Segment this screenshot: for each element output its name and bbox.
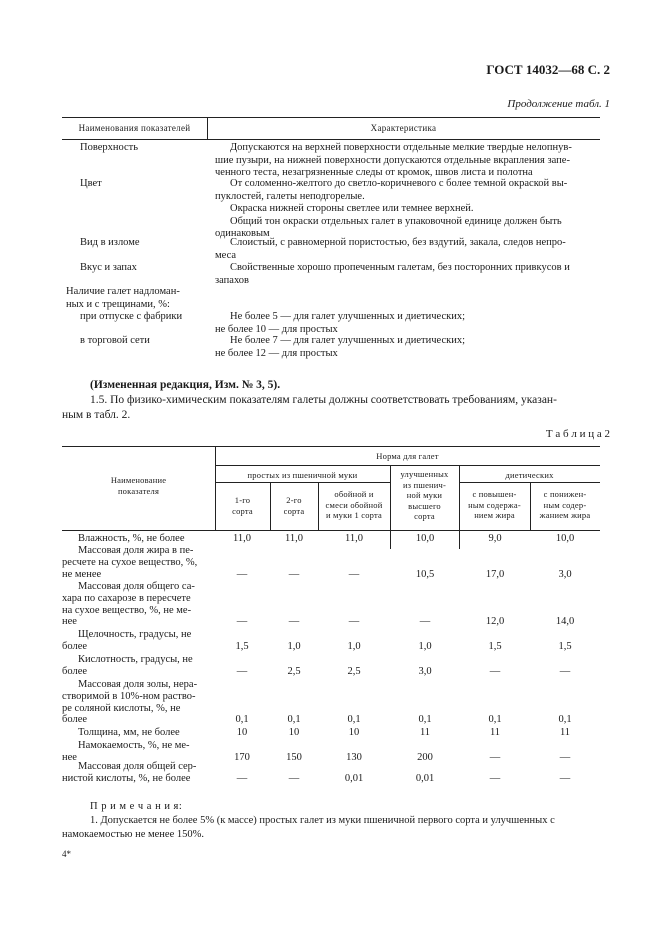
table-1-row-name: ных и с трещинами, %: [66,298,170,310]
table-2-cell: — [288,772,300,784]
table-2-row-name: Массовая доля жира в пе- [78,545,194,556]
table-2-cell: — [489,751,501,763]
table-2-row-name: ре соляной кислоты, %, не [62,702,181,714]
notes-title: П р и м е ч а н и я: [90,801,183,812]
table-2-row-name: нее [62,751,77,763]
table-2-cell: — [236,772,248,784]
table-1-row-name: Поверхность [80,142,139,153]
table-2-cell: 0,01 [344,772,364,784]
table-1-row-description: Слоистый, с равномерной пористостью, без вздутий, закала, следов непро- [230,237,566,248]
table-2-header-wholemeal: обойной и смеси обойной и муки 1 сорта [325,489,383,520]
table-2-cell: 17,0 [485,568,505,580]
table-2-cell: 0,1 [287,714,301,726]
table-2-header-diet: диетических [505,470,554,480]
table-1-header-name: Наименования показателей [78,123,191,133]
table-2-cell: 14,0 [555,616,575,628]
sheet-mark: 4* [62,849,71,859]
table-2-row-name: хара по сахарозе в пересчете [62,592,191,604]
table-2-cell: 12,0 [485,616,505,628]
table-2-header-high-fat: с повышен- ным содержа- нием жира [468,489,521,520]
table-2-row-name: Щелочность, градусы, не [78,629,192,640]
table-2-cell: 0,1 [558,714,572,726]
table-2-cell: — [489,772,501,784]
table-1-row-description: запахов [215,274,250,286]
table-2-cell: 150 [286,751,302,763]
table-2-cell: 11 [489,727,501,738]
table-2-row-name: более [62,640,88,652]
table-1-row-description: От соломенно-желтого до светло-коричневого с более темной окраской вы- [230,178,568,189]
table-1-row-description: Не более 5 — для галет улучшенных и диетических; [230,311,466,322]
table-2-row-name: более [62,714,88,726]
table-2-cell: — [236,665,248,677]
table-1-row-name: Наличие галет надломан- [66,286,180,297]
table-2-header-grade-2: 2-го сорта [283,495,305,516]
table-2-row-name: Массовая доля общей сер- [78,761,197,772]
table-2-cell: 1,5 [558,640,572,652]
table-1-row-description: Свойственные хорошо пропеченным галетам, без посторонних привкусов и [230,262,570,273]
table-2-row-name: Толщина, мм, не более [78,727,180,738]
table-2-cell: 1,0 [287,640,301,652]
table-2-cell: — [559,751,571,763]
table-2-header-low-fat: с понижен- ным содер- жанием жира [539,489,591,520]
table-2-cell: 3,0 [558,568,572,580]
table-2-row-name: Кислотность, градусы, не [78,654,193,665]
note-1-line-2: намокаемостью не менее 150%. [62,829,204,840]
table-2-row-name: более [62,665,88,677]
table-1-row-description: Не более 7 — для галет улучшенных и диетических; [230,335,466,346]
table-2-cell: — [236,616,248,628]
table-2-cell: 200 [417,751,433,763]
table-2-row-name: створимой в 10%-ном раство- [62,690,196,702]
table-2-row-name: Массовая доля золы, нера- [78,679,198,690]
amendment-note: (Измененная редакция, Изм. № 3, 5). [90,379,281,391]
table-2-cell: 11,0 [285,533,303,544]
table-2-cell: — [236,568,248,580]
table-2-row-name: Массовая доля общего са- [78,581,195,592]
table-1-row-description: Окраска нижней стороны светлее или темнее верхней. [230,203,474,214]
table-2-cell: 130 [346,751,362,763]
table-2-cell: 0,1 [418,714,432,726]
table-1-header-characteristic: Характеристика [370,123,437,133]
table-1-row-description: не более 10 — для простых [215,323,338,335]
table-1-row-description: Допускаются на верхней поверхности отдельные мелкие твердые нелопнув- [230,142,572,153]
table-2-cell: 0,01 [415,772,435,784]
table-1-row-description: Общий тон окраски отдельных галет в упаковочной единице должен быть [230,215,562,227]
table-1-row-description: шие пузыри, на нижней поверхности допускаются отдельные вкрапления запе- [215,154,570,166]
table-2-cell: — [288,616,300,628]
table-2-cell: 1,0 [347,640,361,652]
table-continuation-label: Продолжение табл. 1 [507,98,610,110]
table-2-cell: 10 [288,727,300,738]
table-2-cell: 10,0 [415,533,435,544]
table-1-row-name: в торговой сети [80,335,150,346]
table-2-label: Т а б л и ц а 2 [545,428,610,440]
table-2-row-name: Намокаемость, %, не ме- [78,740,190,751]
note-1-line-1: 1. Допускается не более 5% (к массе) простых галет из муки пшеничной первого сорта и улучшенных с [90,815,555,826]
table-2-cell: 10 [236,727,248,738]
table-1-row-description: не более 12 — для простых [215,347,338,359]
table-2-cell: 1,5 [235,640,249,652]
table-2-cell: — [559,772,571,784]
table-2-cell: 11 [419,727,431,738]
page-ref: ГОСТ 14032—68 С. 2 [486,62,610,77]
table-2-row-name: нистой кислоты, %, не более [62,772,191,784]
table-2-cell: 170 [234,751,250,763]
table-2-header-grade-1: 1-го сорта [232,495,253,516]
table-2-header-simple: простых из пшеничной муки [247,470,358,480]
table-1-row-description: пуклостей, галеты неподгорелые. [215,190,365,202]
table-2-row-name: ресчете на сухое вещество, %, [62,556,198,568]
table-2-cell: 10 [348,727,360,738]
table-2-cell: 2,5 [287,665,301,677]
table-2-cell: — [348,568,360,580]
table-1-row-description: одинаковым [215,228,270,239]
table-2-cell: 1,0 [418,640,432,652]
table-2-cell: 0,1 [235,714,249,726]
table-2-cell: 11 [559,727,571,738]
table-2-header-improved: улучшенных из пшенич- ной муки высшего сорта [400,469,449,521]
table-2-cell: 9,0 [488,533,502,544]
table-1-row-name: Вид в изломе [80,237,140,248]
table-2-cell: 10,0 [555,533,575,544]
table-1-row-name: Вкус и запах [80,262,137,273]
table-1-row-name: при отпуске с фабрики [80,311,183,322]
table-2-row-name: не менее [62,568,102,580]
table-2-row-name: на сухое вещество, %, не ме- [62,604,192,616]
paragraph-1-5-line-1: 1.5. По физико-химическим показателям галеты должны соответствовать требованиям, указан- [90,394,557,406]
table-2-header-norm: Норма для галет [376,451,439,461]
table-2-cell: — [348,616,360,628]
table-2-row-name: Влажность, %, не более [78,533,185,544]
table-1-row-description: ченного теста, незагрязненные следы от кромок, швов листа и полотна [215,167,533,178]
table-2-cell: 10,5 [415,568,435,580]
table-2-cell: — [288,568,300,580]
table-2-cell: 1,5 [488,640,502,652]
table-1-row-description: меса [215,249,237,261]
table-1-row-name: Цвет [80,178,102,189]
table-2-cell: — [559,665,571,677]
table-2-cell: 11,0 [233,533,251,544]
table-2-cell: — [489,665,501,677]
table-2-header-name: Наименование показателя [110,475,167,496]
table-2-row-name: нее [62,616,77,628]
table-2-cell: 2,5 [347,665,361,677]
table-2-cell: 11,0 [345,533,363,544]
table-2-cell: — [419,616,431,628]
table-2-cell: 3,0 [418,665,432,677]
paragraph-1-5-line-2: ным в табл. 2. [62,409,131,421]
table-2-cell: 0,1 [347,714,361,726]
table-2-cell: 0,1 [488,714,502,726]
